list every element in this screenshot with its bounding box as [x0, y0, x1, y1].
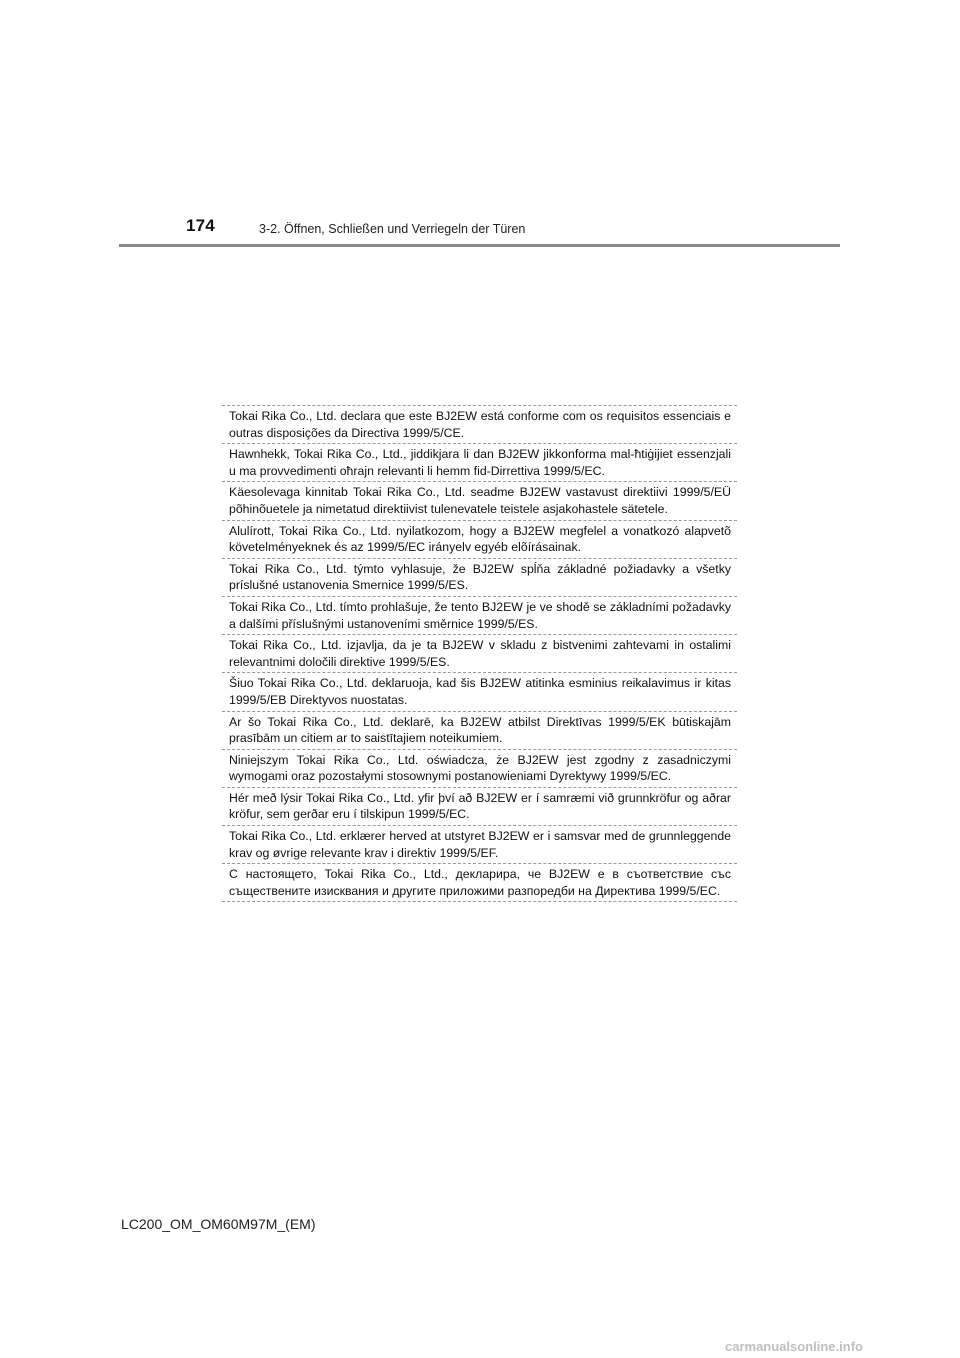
declaration-polish: Niniejszym Tokai Rika Co., Ltd. oświadcza, że BJ2EW jest zgodny z zasadniczymi wymogami oraz pozostałymi stosownymi postanowieniami Dyrektywy 1999/5/EC. — [222, 749, 737, 787]
declaration-hungarian: Alulírott, Tokai Rika Co., Ltd. nyilatkozom, hogy a BJ2EW megfelel a vonatkozó alapvetõ követelményeknek és az 1999/5/EC irányelv egyéb elõírásainak. — [222, 520, 737, 558]
declaration-latvian: Ar šo Tokai Rika Co., Ltd. deklarē, ka BJ2EW atbilst Direktīvas 1999/5/EK būtiskajām prasībām un citiem ar to saistītajiem noteikumiem. — [222, 711, 737, 749]
declaration-slovak: Tokai Rika Co., Ltd. týmto vyhlasuje, že BJ2EW spĺňa základné požiadavky a všetky príslušné ustanovenia Smernice 1999/5/ES. — [222, 558, 737, 596]
declaration-estonian: Käesolevaga kinnitab Tokai Rika Co., Ltd. seadme BJ2EW vastavust direktiivi 1999/5/EÜ põhinõuetele ja nimetatud direktiivist tulenevatele teistele asjakohastele sätetele. — [222, 481, 737, 519]
header-divider — [119, 244, 840, 247]
declaration-portuguese: Tokai Rika Co., Ltd. declara que este BJ2EW está conforme com os requisitos essenciais e outras disposições da Directiva 1999/5/CE. — [229, 409, 731, 440]
page-number: 174 — [186, 216, 215, 235]
section-title: 3-2. Öffnen, Schließen und Verriegeln der Türen — [259, 222, 526, 236]
declaration-bulgarian: С настоящето, Tokai Rika Co., Ltd., декларира, че BJ2EW е в съответствие със съществените изисквания и другите приложими разпоредби на Директива 1999/5/EC. — [222, 863, 737, 901]
declaration-icelandic: Hér með lýsir Tokai Rika Co., Ltd. yfir því að BJ2EW er í samræmi við grunnkröfur og aðrar kröfur, sem gerðar eru í tilskipun 1999/5/EC. — [222, 787, 737, 825]
declaration-norwegian: Tokai Rika Co., Ltd. erklærer herved at utstyret BJ2EW er i samsvar med de grunnleggende krav og øvrige relevante krav i direktiv 1999/5/EF. — [222, 825, 737, 863]
declaration-czech: Tokai Rika Co., Ltd. tímto prohlašuje, že tento BJ2EW je ve shodě se základními požadavky a dalšími příslušnými ustanoveními směrnice 1999/5/ES. — [222, 596, 737, 634]
declaration-maltese: Hawnhekk, Tokai Rika Co., Ltd., jiddikjara li dan BJ2EW jikkonforma mal-ħtiġijiet essenzjali u ma provvedimenti oħrajn relevanti li hemm fid-Dirrettiva 1999/5/EC. — [222, 443, 737, 481]
document-code: LC200_OM_OM60M97M_(EM) — [121, 1216, 316, 1232]
watermark: carmanualsonline.info — [725, 1339, 863, 1354]
declarations-table — [222, 405, 737, 902]
declaration-lithuanian: Šiuo Tokai Rika Co., Ltd. deklaruoja, kad šis BJ2EW atitinka esminius reikalavimus ir kitas 1999/5/EB Direktyvos nuostatas. — [222, 672, 737, 710]
declaration-slovenian: Tokai Rika Co., Ltd. izjavlja, da je ta BJ2EW v skladu z bistvenimi zahtevami in ostalimi relevantnimi določili direktive 1999/5/ES. — [222, 634, 737, 672]
